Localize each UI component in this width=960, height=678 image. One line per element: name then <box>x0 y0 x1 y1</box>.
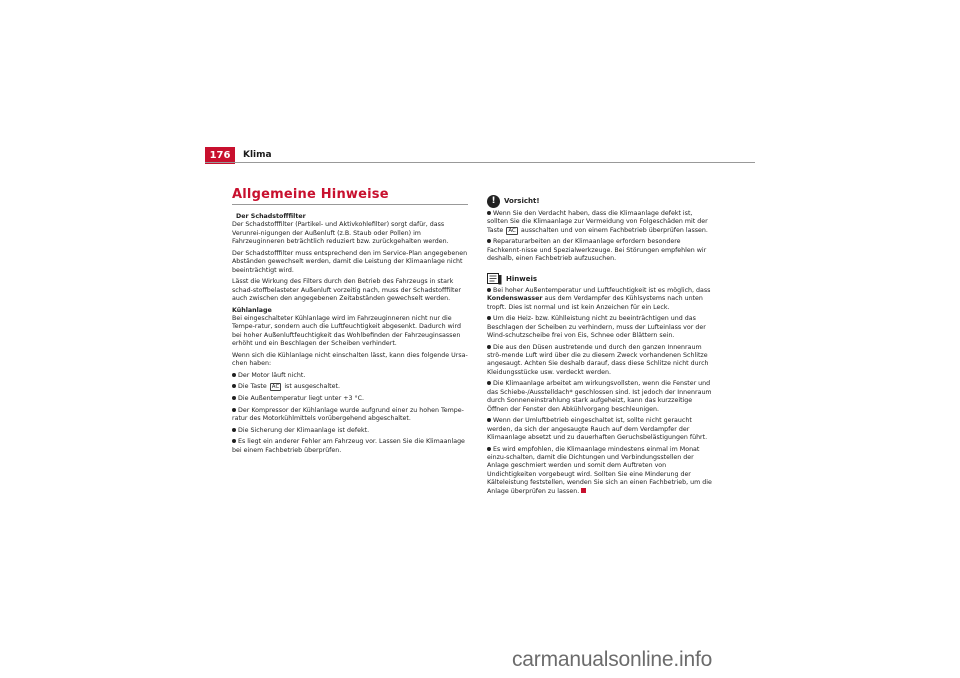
list-item: Der Kompressor der Kühlanlage wurde aufgrund einer zu hohen Tempe-ratur des Motorkühlmittels vorübergehend abgeschaltet. <box>232 406 464 423</box>
list-item: Die Sicherung der Klimaanlage ist defekt. <box>232 427 468 435</box>
section-title: Allgemeine Hinweise <box>232 187 389 202</box>
subheading-cooling: Kühlanlage <box>232 306 272 314</box>
title-rule <box>232 204 468 205</box>
list-item: Es liegt ein anderer Fehler am Fahrzeug vor. Lassen Sie die Klimaanlage bei einem Fachbetrieb überprüfen. <box>232 438 465 454</box>
section-end-icon <box>581 488 586 493</box>
list-item: Um die Heiz- bzw. Kühlleistung nicht zu beeinträchtigen und das Beschlagen der Scheiben zu verhindern, muss der Lufteinlass vor der Wind-schutzscheibe frei von Eis, Schnee oder Blättern sein. <box>487 315 706 340</box>
ac-key-symbol: AC <box>508 227 516 234</box>
note-header <box>487 273 712 285</box>
list-item: Es wird empfohlen, die Klimaanlage mindestens einmal im Monat einzu-schalten, damit die Dichtungen und Verbindungsstellen der Anlage geschmiert werden und somit dem Auftreten von Undichtigkeiten vorgebeugt wird. Sollten Sie eine Minderung der Kälteleistung feststellen, wenden Sie sich an einen Fachbetrieb, um die Anlage überprüfen zu lassen. <box>487 445 712 495</box>
left-column <box>232 213 468 458</box>
ac-key-symbol: AC <box>271 384 280 391</box>
header-rule <box>205 162 755 163</box>
paragraph: Lässt die Wirkung des Filters durch den Betrieb des Fahrzeugs in stark schad-stoffbelasteter Außenluft vorzeitig nach, muss der Schadstofffilter auch zwischen den angegebenen Zeitabständen gewechselt werden. <box>232 278 461 303</box>
list-item: Wenn der Umluftbetrieb eingeschaltet ist, sollte nicht geraucht werden, da sich der angesaugte Rauch auf dem Verdampfer der Klimaanlage absetzt und zu dauerhaften Geruchsbelästigungen führt. <box>487 417 708 442</box>
warning-header <box>487 195 712 208</box>
watermark: carmanualsonline.info <box>512 648 713 671</box>
page-number: 176 <box>205 147 235 164</box>
paragraph: Bei eingeschalteter Kühlanlage wird im Fahrzeuginneren nicht nur die Tempe-ratur, sondern auch die Luftfeuchtigkeit abgesenkt. Dadurch wird bei hoher Außenluftfeuchtigkeit das Wohlbefinden der Fahrzeuginsassen erhöht und ein Beschlagen der Scheiben verhindert. <box>232 315 462 348</box>
paragraph: Der Schadstofffilter (Partikel- und Aktivkohlefilter) sorgt dafür, dass Verunrei-nigungen der Außenluft (z.B. Staub oder Pollen) im Fahrzeuginneren beträchtlich reduziert bzw. zurückgehalten werden. <box>232 221 449 246</box>
note-title: Hinweis <box>506 274 538 283</box>
list-item: Die Klimaanlage arbeitet am wirkungsvollsten, wenn die Fenster und das Schiebe-/Ausstelldach* geschlossen sind. Ist jedoch der Innenraum durch Sonneneinstrahlung stark aufgeheizt, kann das kurzzeitige Öffnen der Fenster den Abkühlvorgang beschleunigen. <box>487 380 712 413</box>
chapter-title: Klima <box>243 150 272 160</box>
list-item: Bei hoher Außentemperatur und Luftfeuchtigkeit ist es möglich, dass Kondenswasser aus dem Verdampfer des Kühlsystems nach unten tropft. Dies ist normal und ist kein Anzeichen für ein Leck. <box>487 286 711 311</box>
note-icon <box>487 273 502 285</box>
list-item: Reparaturarbeiten an der Klimaanlage erfordern besondere Fachkennt-nisse und Spezialwerkzeuge. Bei Störungen empfehlen wir deshalb, einen Fachbetrieb aufzusuchen. <box>487 238 707 263</box>
list-item: Die aus den Düsen austretende und durch den ganzen Innenraum strö-mende Luft wird über die zu diesem Zweck vorhandenen Schlitze angesaugt. Achten Sie deshalb darauf, dass diese Schlitze nicht durch Kleidungsstücke usw. verdeckt werden. <box>487 343 709 376</box>
warning-icon: ! <box>487 195 500 208</box>
list-item: Die Taste AC ist ausgeschaltet. <box>232 383 468 391</box>
warning-title: Vorsicht! <box>504 197 540 206</box>
paragraph: Wenn sich die Kühlanlage nicht einschalten lässt, kann dies folgende Ursa-chen haben: <box>232 351 468 368</box>
list-item: Der Motor läuft nicht. <box>232 372 468 380</box>
list-item: Wenn Sie den Verdacht haben, dass die Klimaanlage defekt ist, sollten Sie die Klimaanlage zur Vermeidung von Folgeschäden mit der Taste AC ausschalten und von einem Fachbetrieb überprüfen lassen. <box>487 210 708 234</box>
subheading-filter: Der Schadstofffilter <box>236 213 306 220</box>
paragraph: Der Schadstofffilter muss entsprechend den im Service-Plan angegebenen Abständen gewechselt werden, damit die Leistung der Klimaanlage nicht beeinträchtigt wird. <box>232 249 468 274</box>
right-column <box>487 195 712 499</box>
list-item: Die Außentemperatur liegt unter +3 °C. <box>232 395 468 403</box>
